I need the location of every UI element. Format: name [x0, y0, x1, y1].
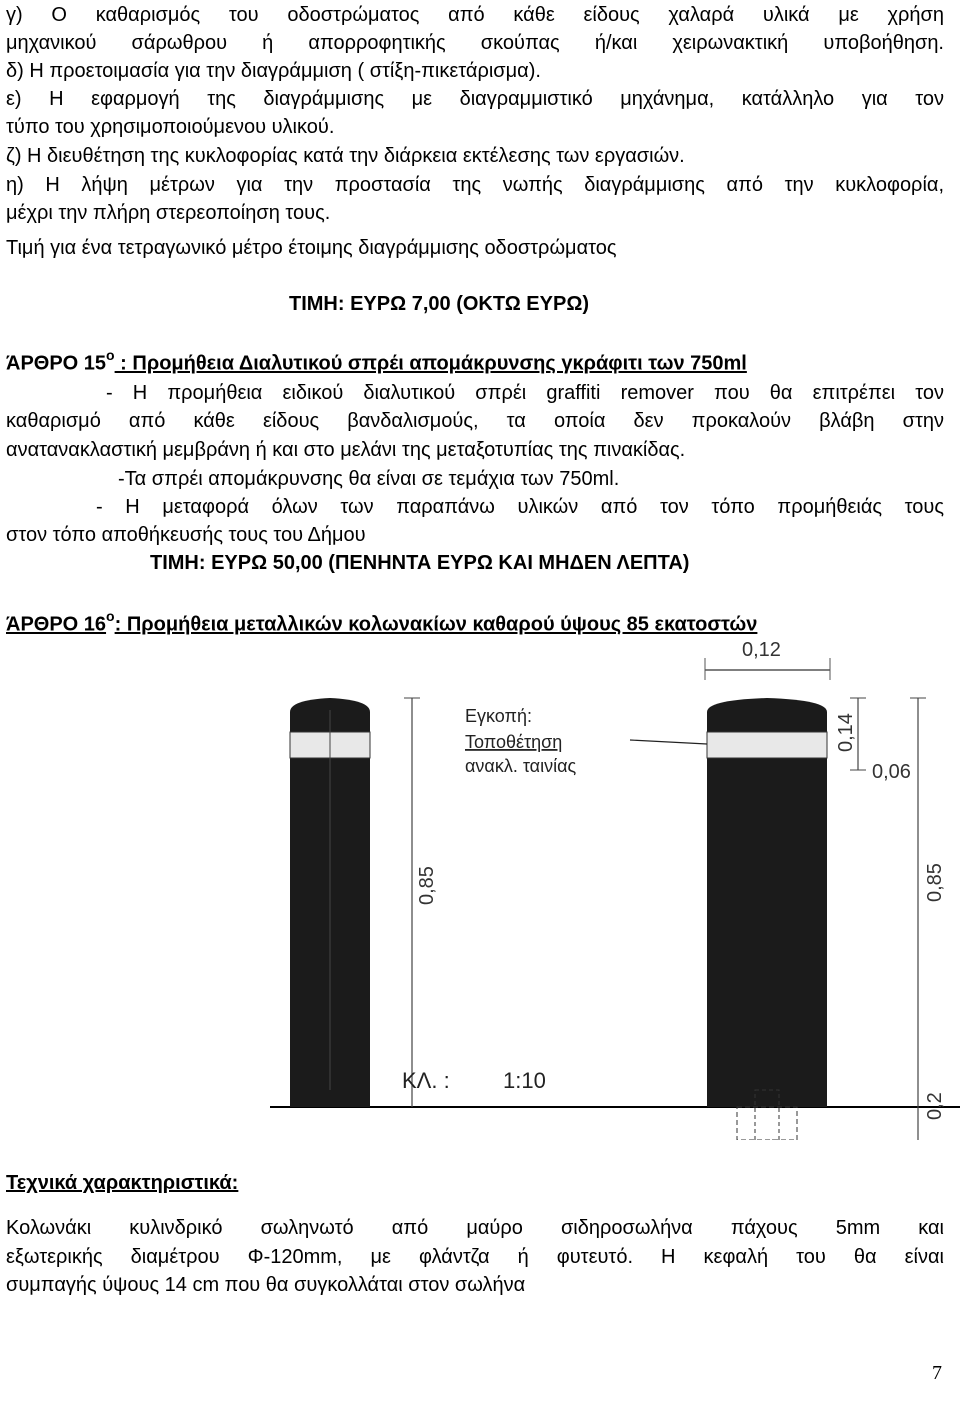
- price-article-15: ΤΙΜΗ: ΕΥΡΩ 50,00 (ΠΕΝΗΝΤΑ ΕΥΡΩ ΚΑΙ ΜΗΔΕΝ ΛΕΠΤΑ): [150, 552, 690, 574]
- text-line-4: ε) Η εφαρμογή της διαγράμμισης με διαγραμμιστικό μηχάνημα, κατάλληλο για τον: [6, 88, 944, 110]
- tech-line-2: εξωτερικής διαμέτρου Φ-120mm, με φλάντζα ή φυτευτό. Η κεφαλή του θα είναι: [6, 1246, 944, 1268]
- article-16-sup: ο: [106, 608, 115, 624]
- dim-band-label: 0,06: [872, 761, 911, 783]
- note-line-3: ανακλ. ταινίας: [465, 756, 577, 776]
- bollard-right-base: [737, 1107, 797, 1140]
- page-number: 7: [932, 1362, 942, 1384]
- scale-value: 1:10: [503, 1068, 546, 1093]
- note-line-1: Εγκοπή:: [465, 706, 532, 726]
- note-line-2: Τοποθέτηση: [465, 732, 563, 752]
- article-15-prefix: ΆΡΘΡΟ 15: [6, 352, 107, 375]
- article-15-line-5: - Η μεταφορά όλων των παραπάνω υλικών από τον τόπο προμήθειάς τους: [96, 496, 944, 518]
- dim-head-label: 0,14: [835, 713, 857, 752]
- dim-top-label: 0,12: [742, 640, 781, 661]
- article-15-line-3: ανατανακλαστική μεμβράνη ή και στο μελάνι της μεταξοτυπίας της πινακίδας.: [6, 439, 686, 461]
- tech-line-1: Κολωνάκι κυλινδρικό σωληνωτό από μαύρο σιδηροσωλήνα πάχους 5mm και: [6, 1217, 944, 1239]
- price-article-14: ΤΙΜΗ: ΕΥΡΩ 7,00 (ΟΚΤΩ ΕΥΡΩ): [289, 293, 590, 315]
- article-15-title: : Προμήθεια Διαλυτικού σπρέι απομάκρυνσης γκράφιτι των 750ml: [114, 352, 747, 375]
- article-15-line-1: - Η προμήθεια ειδικού διαλυτικού σπρέι graffiti remover που θα επιτρέπει τον: [106, 382, 944, 404]
- text-line-8: μέχρι την πλήρη στερεοποίηση τους.: [6, 202, 331, 224]
- article-16-prefix: ΆΡΘΡΟ 16: [6, 613, 107, 636]
- article-15-line-2: καθαρισμό από κάθε είδους βανδαλισμούς, τα οποία δεν προκαλούν βλάβη στην: [6, 410, 944, 432]
- article-15-sup: ο: [106, 347, 115, 363]
- article-16-heading: [6, 610, 757, 637]
- text-line-1: γ) Ο καθαρισμός του οδοστρώματος από κάθε είδους χαλαρά υλικά με χρήση: [6, 4, 944, 26]
- text-line-3: δ) Η προετοιμασία για την διαγράμμιση ( στίξη-πικετάρισμα).: [6, 60, 541, 82]
- article-15-heading: [6, 349, 747, 376]
- bollard-drawing: [0, 640, 960, 1140]
- tech-header: Τεχνικά χαρακτηριστικά:: [6, 1172, 239, 1194]
- text-line-2: μηχανικού σάρωθρου ή απορροφητικής σκούπας ή/και χειρωνακτική υποβοήθηση.: [6, 32, 944, 54]
- article-15-line-4: -Τα σπρέι απομάκρυνσης θα είναι σε τεμάχια των 750ml.: [118, 468, 620, 490]
- tech-line-3: συμπαγής ύψους 14 cm που θα συγκολλάται στον σωλήνα: [6, 1274, 526, 1296]
- text-line-5: τύπο του χρησιμοποιούμενου υλικού.: [6, 116, 335, 138]
- text-line-7: η) Η λήψη μέτρων για την προστασία της νωπής διαγράμμισης από την κυκλοφορία,: [6, 174, 944, 196]
- article-16-title: : Προμήθεια μεταλλικών κολωνακίων καθαρού ύψους 85 εκατοστών: [114, 613, 758, 636]
- scale-label: ΚΛ. :: [402, 1068, 450, 1093]
- dim-base-label: 0,2: [924, 1092, 946, 1120]
- article-15-line-6: στον τόπο αποθήκευσής τους του Δήμου: [6, 524, 366, 546]
- bollard-right-body: [707, 698, 827, 1107]
- text-line-9: Τιμή για ένα τετραγωνικό μέτρο έτοιμης διαγράμμισης οδοστρώματος: [6, 237, 617, 259]
- note-leader-line: [630, 740, 707, 744]
- text-line-6: ζ) Η διευθέτηση της κυκλοφορίας κατά την διάρκεια εκτέλεσης των εργασιών.: [6, 145, 685, 167]
- dim-height-left-label: 0,85: [416, 866, 438, 905]
- bollard-right-reflective-band: [707, 732, 827, 758]
- dim-height-right-label: 0,85: [924, 863, 946, 902]
